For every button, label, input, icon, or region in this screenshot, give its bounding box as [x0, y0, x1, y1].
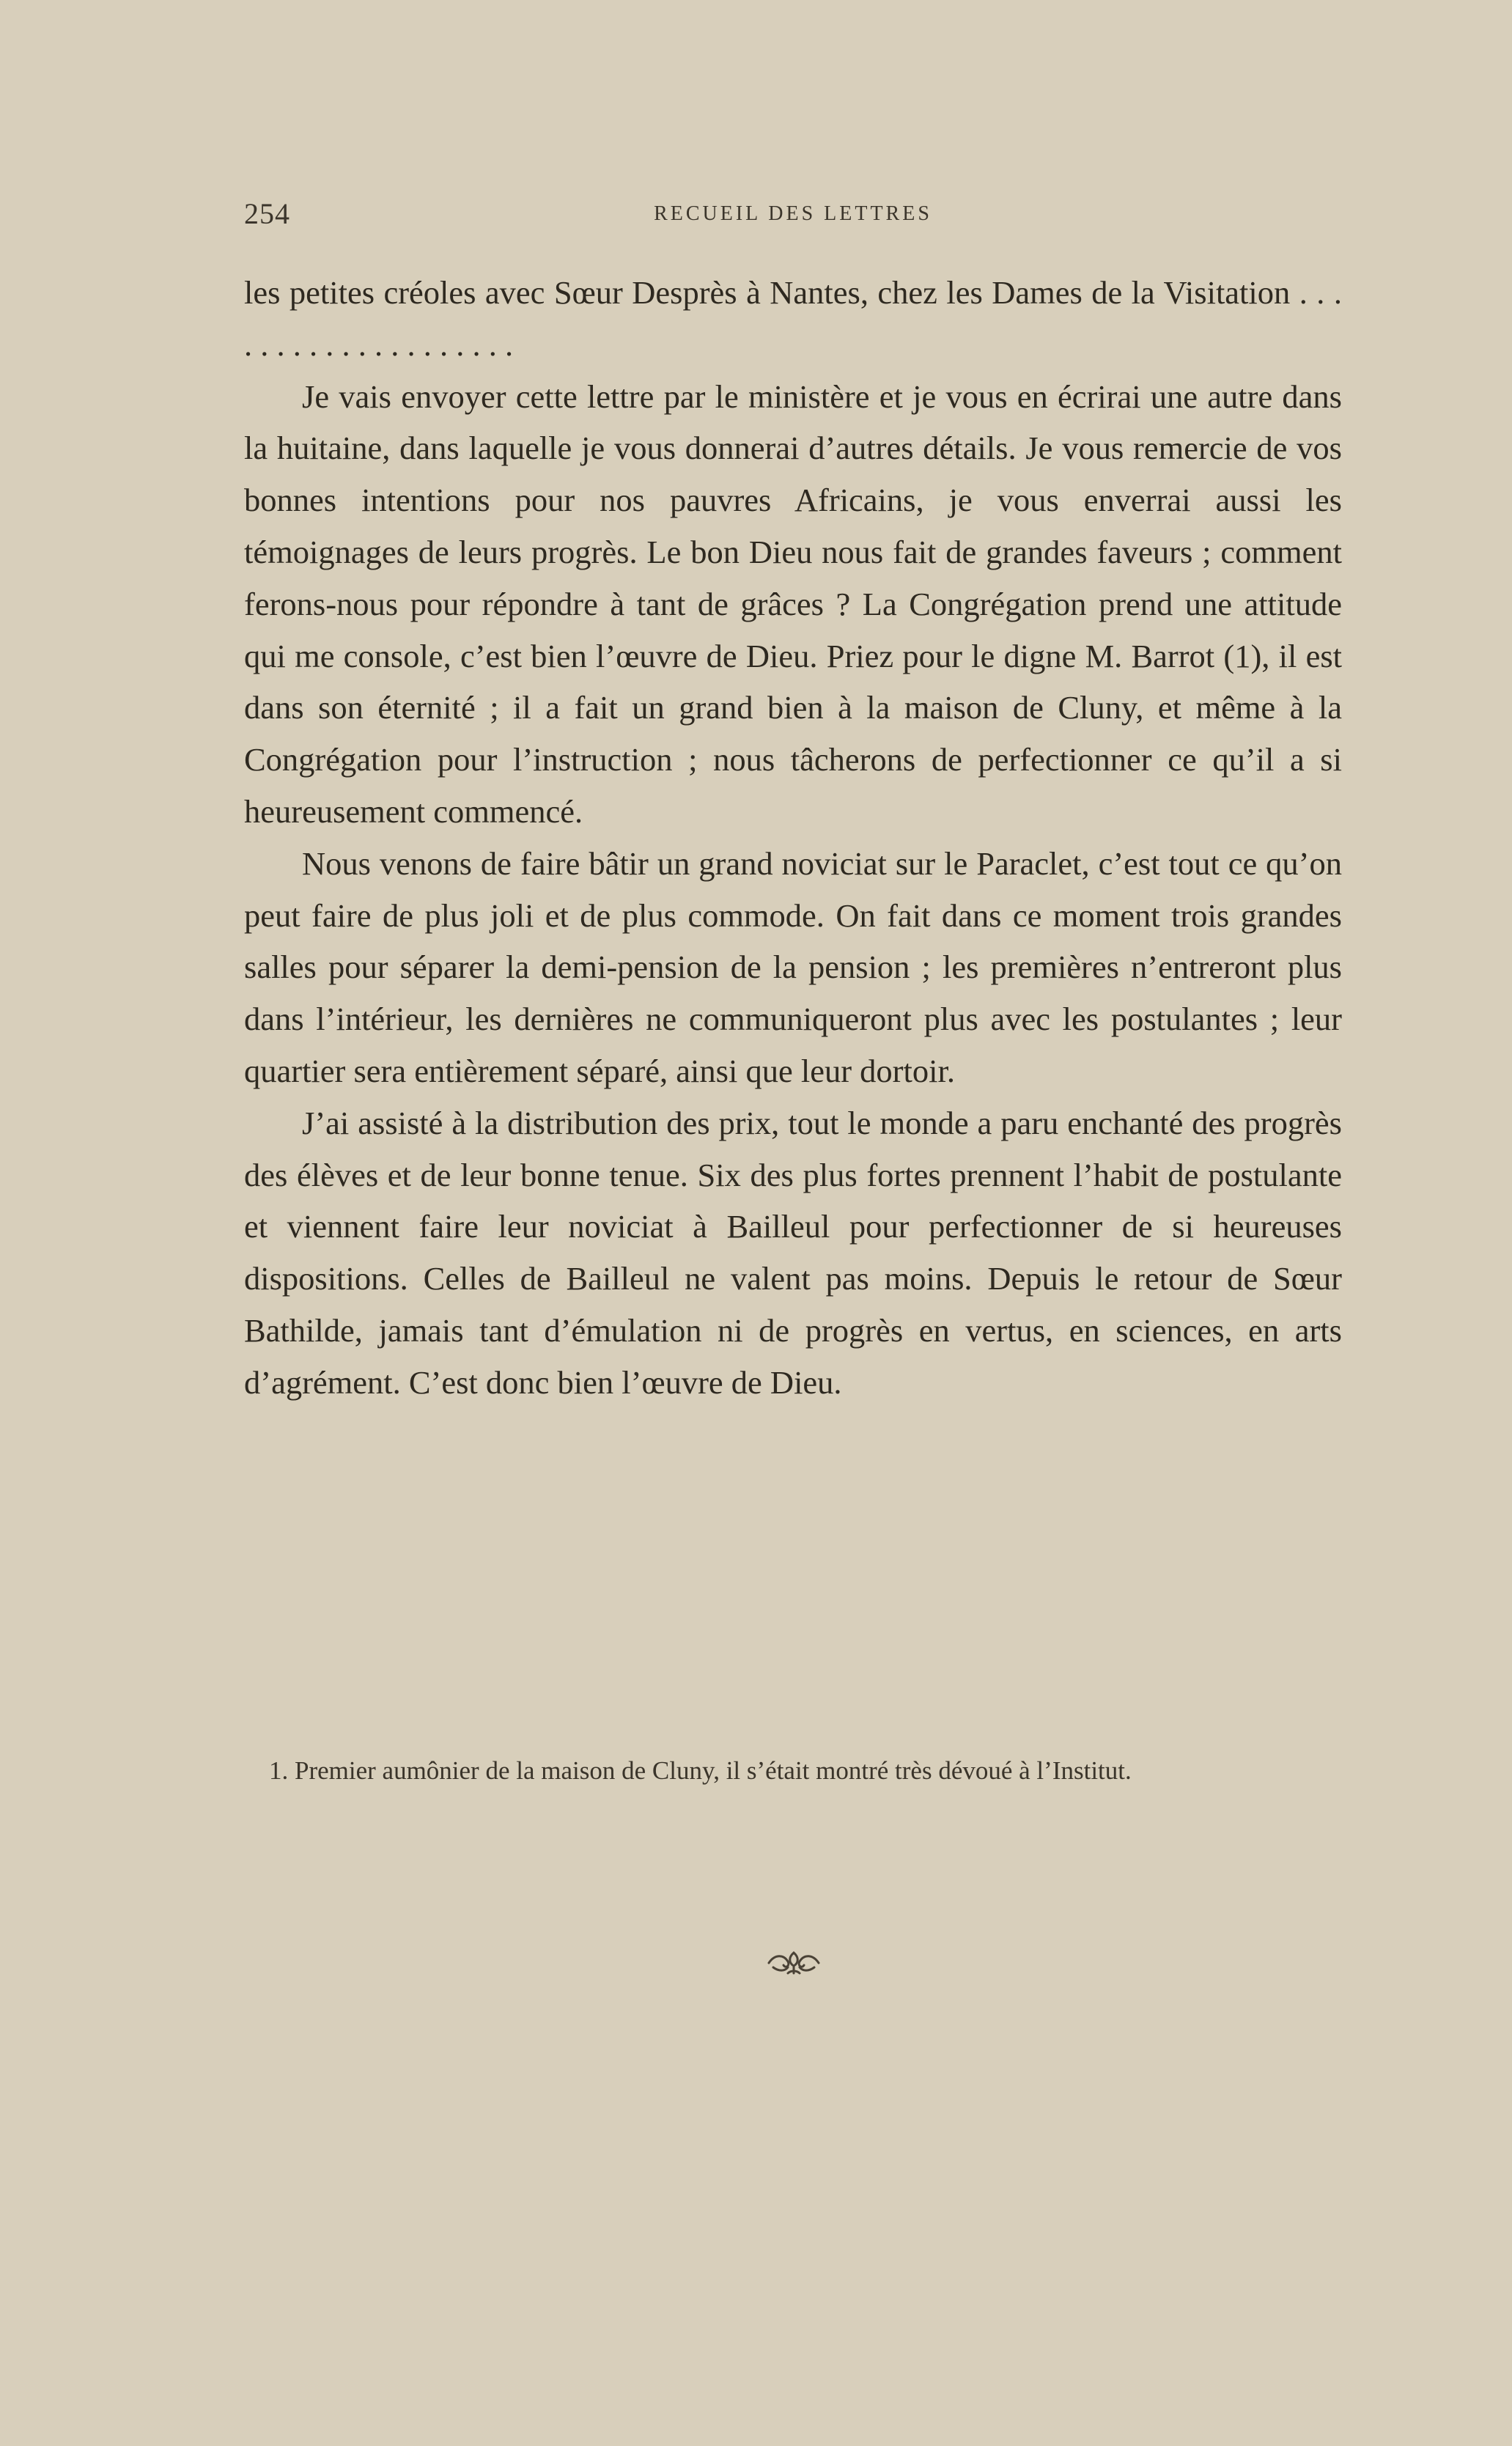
- page-number: 254: [244, 197, 290, 230]
- body-text: [244, 267, 1342, 1409]
- page-header: [244, 196, 1342, 233]
- footnote: [244, 1754, 1342, 1787]
- paragraph: J’ai assisté à la distribution des prix, tout le monde a paru enchanté des progrès des élèves et de leur bonne tenue. Six des plus fortes prennent l’habit de postulante et viennent faire leur noviciat à Bailleul pour perfectionner de si heureuses dispositions. Celles de Bailleul ne valent pas moins. Depuis le retour de Sœur Bathilde, jamais tant d’émulation ni de progrès en vertus, en sciences, en arts d’agrément. C’est donc bien l’œuvre de Dieu.: [244, 1104, 1342, 1401]
- paragraph: Nous venons de faire bâtir un grand noviciat sur le Paraclet, c’est tout ce qu’on peut faire de plus joli et de plus commode. On fait dans ce moment trois grandes salles pour séparer la demi-pension de la pension ; les premières n’entreront plus dans l’intérieur, les dernières ne communiqueront plus avec les postulantes ; leur quartier sera entièrement séparé, ainsi que leur dortoir.: [244, 844, 1342, 1089]
- footnote-text: 1. Premier aumônier de la maison de Cluny, il s’était montré très dévoué à l’Institut.: [269, 1756, 1132, 1785]
- running-title: RECUEIL DES LETTRES: [654, 202, 932, 225]
- paragraph: Je vais envoyer cette lettre par le ministère et je vous en écrirai une autre dans la huitaine, dans laquelle je vous donnerai d’autres détails. Je vous remercie de vos bonnes intentions pour nos pauvres Africains, je vous enverrai aussi les témoignages de leurs progrès. Le bon Dieu nous fait de grandes faveurs ; comment ferons-nous pour répondre à tant de grâces ? La Congrégation prend une attitude qui me console, c’est bien l’œuvre de Dieu. Priez pour le digne M. Barrot (1), il est dans son éternité ; il a fait un grand bien à la maison de Cluny, et même à la Congrégation pour l’instruction ; nous tâcherons de perfectionner ce qu’il a si heureusement commencé.: [244, 377, 1342, 830]
- paragraph-continuation: les petites créoles avec Sœur Desprès à Nantes, chez les Dames de la Visitation . . . . . . . . . . . . . . . . . . . .: [244, 274, 1342, 363]
- fleuron-ornament-icon: [766, 1947, 822, 1979]
